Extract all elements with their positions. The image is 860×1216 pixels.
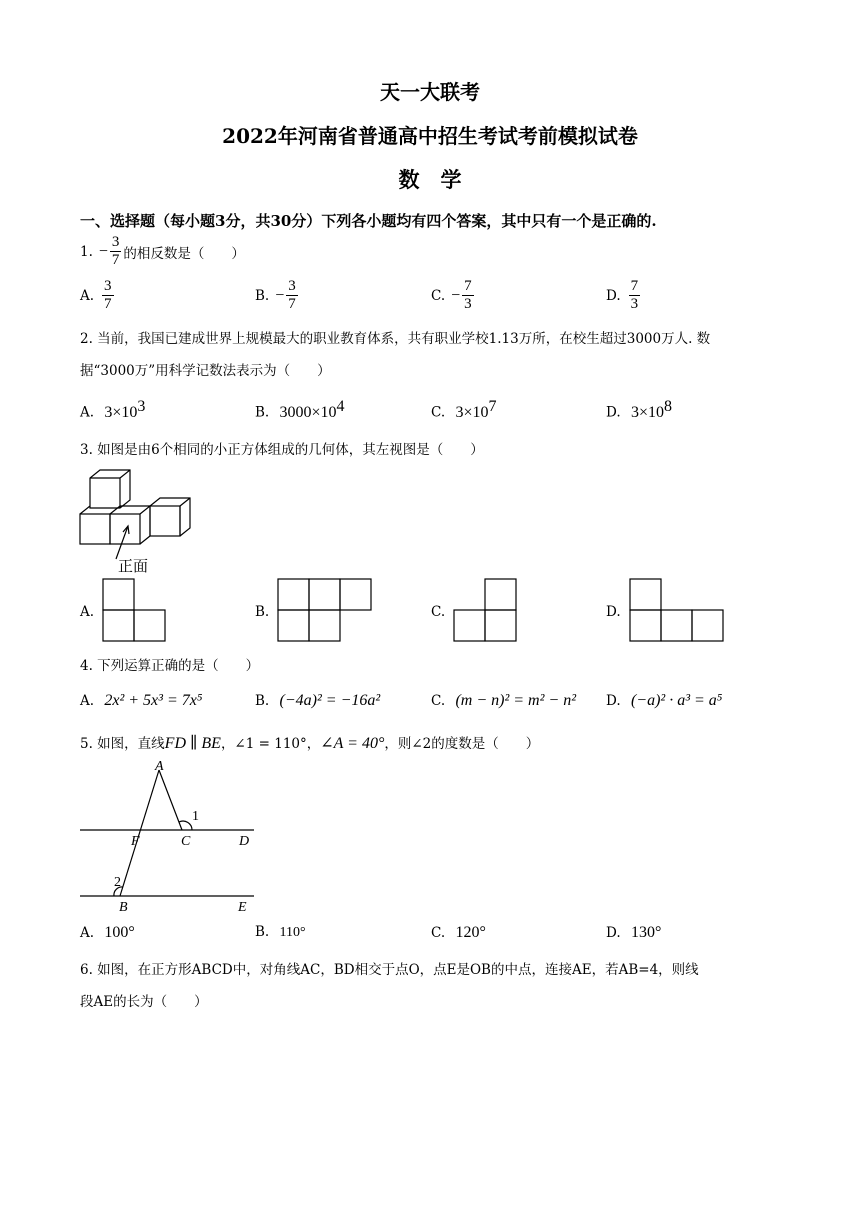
line-ab xyxy=(120,770,159,896)
q5-option-a-label: A. xyxy=(80,925,95,941)
q5-option-c-label: C. xyxy=(431,925,446,941)
q4-option-c xyxy=(431,692,576,710)
q3-option-d-figure xyxy=(629,578,725,642)
q6-line-1: 6. 如图，在正方形ABCD中，对角线AC，BD相交于点O，点E是OB的中点，连接AE，若AB=4，则线 xyxy=(80,962,699,978)
q5-option-d-value: 130° xyxy=(630,924,662,941)
front-label: 正面 xyxy=(118,557,149,575)
q5-stem-a: 5. 如图，直线 xyxy=(80,736,165,752)
q2-option-b-base: 3000×10 xyxy=(279,403,337,421)
q1-option-c-num: 7 xyxy=(464,278,472,294)
q5-option-b-value: 110° xyxy=(279,925,306,940)
q4-option-a-label: A. xyxy=(80,693,95,709)
q2-option-d-base: 3×10 xyxy=(630,403,664,421)
q1-frac-num: 3 xyxy=(111,234,120,250)
q2-line-2: 据“3000万”用科学记数法表示为（ ） xyxy=(80,363,331,379)
q3-option-b-figure xyxy=(277,578,373,642)
q5-option-b-label: B. xyxy=(255,924,270,940)
q5-option-b xyxy=(255,924,306,941)
label-a: A xyxy=(155,759,164,774)
subject-title: 数 学 xyxy=(398,167,462,192)
q5-option-d xyxy=(606,924,661,942)
q3-option-c-label: C. xyxy=(431,604,446,620)
q4-option-a xyxy=(80,692,202,710)
q3-option-a-label: A. xyxy=(80,604,95,620)
q1-option-d-num: 7 xyxy=(630,278,639,294)
q1-option-a-den: 7 xyxy=(104,296,112,312)
q4-option-b xyxy=(255,692,380,710)
q1-sign: − xyxy=(98,242,108,260)
q2-option-d-exp: 8 xyxy=(663,398,672,415)
q2-option-b xyxy=(255,398,345,422)
q3-option-c-figure xyxy=(453,578,517,642)
q1-option-d-den: 3 xyxy=(630,296,639,312)
q1-option-b-sign: − xyxy=(275,286,285,304)
q2-option-a xyxy=(80,398,145,422)
q6-line-2: 段AE的长为（ ） xyxy=(80,994,208,1010)
q5-option-c-value: 120° xyxy=(455,924,486,941)
q5-option-a-value: 100° xyxy=(104,924,135,941)
q1-option-b-den: 7 xyxy=(288,296,296,312)
question-1 xyxy=(80,234,245,269)
q1-number: 1. xyxy=(80,243,93,260)
q4-option-c-expr: (m − n)² = m² − n² xyxy=(455,692,576,709)
q1-option-a-label: A. xyxy=(80,287,95,304)
q5-option-d-label: D. xyxy=(606,925,621,941)
q3-option-a-figure xyxy=(102,578,166,642)
q1-option-a xyxy=(80,278,116,313)
q1-option-b-label: B. xyxy=(255,287,270,304)
q2-option-a-base: 3×10 xyxy=(104,403,138,421)
q1-option-c xyxy=(431,278,476,313)
label-angle-2: 2 xyxy=(114,875,121,890)
q4-option-a-expr: 2x² + 5x³ = 7x⁵ xyxy=(104,692,203,709)
q2-option-c xyxy=(431,398,496,422)
exam-org: 天一大联考 xyxy=(380,80,480,104)
q2-option-a-exp: 3 xyxy=(137,398,146,415)
q1-option-d-label: D. xyxy=(606,287,621,304)
q5-stem-e: ，则∠2的度数是（ ） xyxy=(384,736,540,752)
q1-fraction xyxy=(110,234,122,269)
q4-stem: 4. 下列运算正确的是（ ） xyxy=(80,658,260,674)
q1-option-b xyxy=(255,278,300,313)
q1-option-b-num: 3 xyxy=(288,278,296,294)
label-b: B xyxy=(119,900,128,915)
q2-option-d-label: D. xyxy=(606,404,621,421)
q4-option-d-expr: (−a)² · a³ = a⁵ xyxy=(630,692,723,709)
q1-option-c-label: C. xyxy=(431,287,446,304)
q5-option-c xyxy=(431,924,486,942)
q2-option-d xyxy=(606,398,672,422)
q4-option-b-expr: (−4a)² = −16a² xyxy=(279,692,381,709)
q2-option-c-base: 3×10 xyxy=(455,403,489,421)
q5-stem-angleA: ∠A = 40° xyxy=(320,735,385,752)
label-c: C xyxy=(181,834,191,849)
line-ac xyxy=(159,770,182,830)
label-e: E xyxy=(238,900,247,915)
q2-line-1: 2. 当前，我国已建成世界上规模最大的职业教育体系，共有职业学校1.13万所，在校生超过3000万人. 数 xyxy=(80,331,711,347)
exam-title: 2022年河南省普通高中招生考试考前模拟试卷 xyxy=(222,124,638,148)
label-angle-1: 1 xyxy=(192,809,199,824)
q5-figure xyxy=(76,756,266,916)
q2-option-c-label: C. xyxy=(431,404,446,421)
label-d: D xyxy=(239,834,250,849)
q5-stem-angle1: ，∠1 = 110°， xyxy=(220,736,321,752)
label-f: F xyxy=(131,834,140,849)
q2-option-b-exp: 4 xyxy=(336,398,345,415)
q1-option-c-sign: − xyxy=(451,286,461,304)
q1-option-c-den: 3 xyxy=(464,296,472,312)
q3-option-b-label: B. xyxy=(255,604,270,620)
q3-option-d-label: D. xyxy=(606,604,621,620)
top-cube-outline xyxy=(90,470,130,508)
section-heading: 一、选择题（每小题3分，共30分）下列各小题均有四个答案，其中只有一个是正确的. xyxy=(80,212,657,230)
q4-option-d xyxy=(606,692,722,710)
q4-option-b-label: B. xyxy=(255,693,270,709)
q1-option-d xyxy=(606,278,642,313)
q1-option-a-num: 3 xyxy=(104,278,112,294)
q1-frac-den: 7 xyxy=(111,252,120,268)
q2-option-a-label: A. xyxy=(80,404,95,421)
q1-stem: 的相反数是（ ） xyxy=(123,245,245,262)
q5-stem-parallel: FD ∥ BE xyxy=(164,735,221,752)
q2-option-c-exp: 7 xyxy=(488,398,497,415)
q2-option-b-label: B. xyxy=(255,404,270,421)
q3-stem: 3. 如图是由6个相同的小正方体组成的几何体，其左视图是（ ） xyxy=(80,442,484,458)
q4-option-c-label: C. xyxy=(431,693,446,709)
q4-option-d-label: D. xyxy=(606,693,621,709)
q5-stem xyxy=(80,732,539,753)
q5-option-a xyxy=(80,924,135,942)
